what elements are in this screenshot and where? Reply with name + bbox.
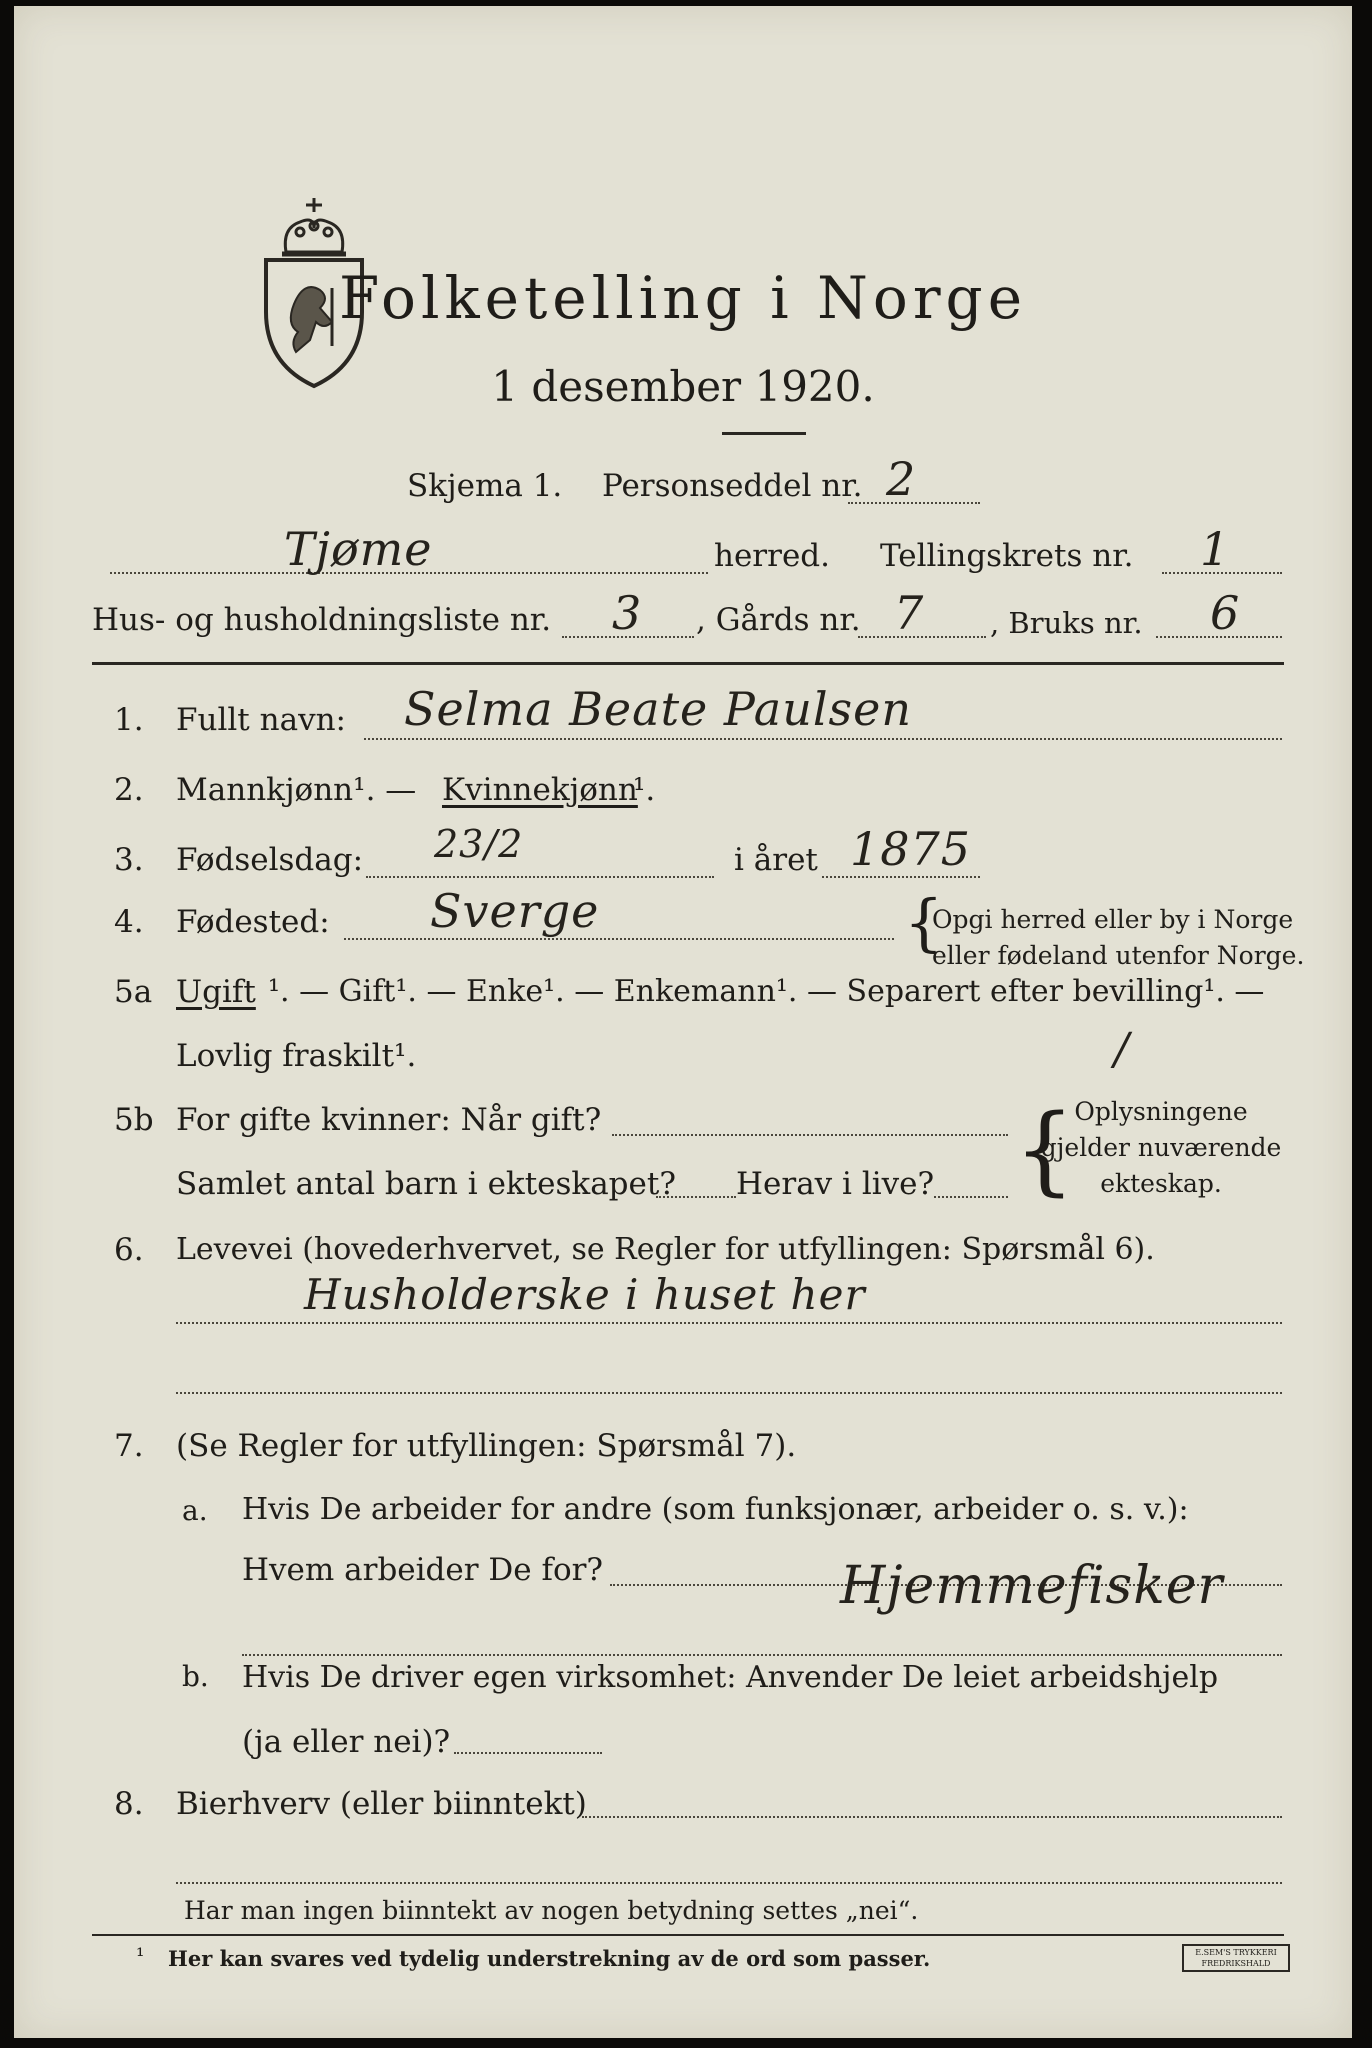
personseddel-value[interactable]: 2 [886,452,917,506]
printer-stamp: E.SEM'S TRYKKERI FREDRIKSHALD [1182,1944,1290,1972]
employer-value[interactable]: Hjemmefisker [840,1556,1224,1616]
q7-number: 7. [114,1428,144,1464]
q4-brace: { [904,886,944,959]
q7a-line2: Hvem arbeider De for? [242,1552,604,1588]
q1-label: Fullt navn: [176,702,346,738]
tellingskrets-label: Tellingskrets nr. [880,538,1134,574]
q5b-alive-label: Herav i live? [736,1166,935,1202]
q7-label: (Se Regler for utfyllingen: Spørsmål 7). [176,1428,797,1464]
q4-note-line1: Opgi herred eller by i Norge [932,905,1294,934]
q5b-note-line1: Oplysningene [1074,1097,1248,1126]
q5a-number: 5a [114,974,153,1010]
full-name-value[interactable]: Selma Beate Paulsen [404,682,912,736]
q4-note-line2: eller fødeland utenfor Norge. [932,941,1305,970]
q2-female-option[interactable]: Kvinnekjønn [442,772,638,808]
q5b-note-line2: gjelder nuværende [1040,1133,1282,1162]
q7b-line2: (ja eller nei)? [242,1724,451,1760]
q5a-line2: Lovlig fraskilt¹. [176,1038,417,1074]
q5b-note-line3: ekteskap. [1100,1169,1222,1198]
q5a-options: ¹. — Gift¹. — Enke¹. — Enkemann¹. — Separert efter bevilling¹. — [268,974,1265,1009]
q5b-children-label: Samlet antal barn i ekteskapet? [176,1166,676,1202]
q4-label: Fødested: [176,904,330,940]
herred-label: herred. [714,538,830,574]
q7b-line1: Hvis De driver egen virksomhet: Anvender De leiet arbeidshjelp [242,1660,1219,1695]
q8-label: Bierhverv (eller biinntekt) [176,1786,587,1822]
footnote-text: Her kan svares ved tydelig understrekning av de ord som passer. [168,1946,931,1971]
bruks-value[interactable]: 6 [1210,586,1241,640]
q7a-line1: Hvis De arbeider for andre (som funksjonær, arbeider o. s. v.): [242,1492,1189,1527]
tellingskrets-value[interactable]: 1 [1200,522,1231,576]
occupation-value[interactable]: Husholderske i huset her [304,1270,866,1319]
gards-value[interactable]: 7 [894,586,925,640]
q5b-brace: { [1014,1094,1076,1206]
q2-end: ¹. [633,772,656,808]
q2-male-option[interactable]: Mannkjønn¹. — [176,772,417,808]
gards-label: , Gårds nr. [696,602,861,638]
birthplace-value[interactable]: Sverge [430,884,600,938]
title-divider [722,432,806,435]
section-divider [92,662,1284,665]
q7a-number: a. [182,1494,208,1527]
q5a-mark: / [1114,1024,1130,1075]
herred-value[interactable]: Tjøme [284,522,433,576]
q6-label: Levevei (hovederhvervet, se Regler for utfyllingen: Spørsmål 6). [176,1232,1155,1267]
hus-label: Hus- og husholdningsliste nr. [92,602,552,638]
skjema-label: Skjema 1. [407,468,563,504]
bruks-label: , Bruks nr. [990,606,1143,640]
q4-number: 4. [114,904,144,940]
census-form [14,6,1352,2038]
q5b-number: 5b [114,1102,154,1138]
form-title: Folketelling i Norge [338,264,1028,332]
q8-number: 8. [114,1786,144,1822]
q2-number: 2. [114,772,144,808]
birthday-value[interactable]: 23/2 [434,822,524,866]
footnote-mark: ¹ [136,1944,145,1968]
q8-note: Har man ingen biinntekt av nogen betydning settes „nei“. [184,1896,919,1925]
birth-year-value[interactable]: 1875 [850,822,972,876]
q3-number: 3. [114,842,144,878]
q5b-line1: For gifte kvinner: Når gift? [176,1102,602,1138]
q5a-ugift-option[interactable]: Ugift [176,974,256,1010]
q6-number: 6. [114,1232,144,1268]
hus-value[interactable]: 3 [612,586,643,640]
q3-year-label: i året [734,842,818,878]
q3-label: Fødselsdag: [176,842,364,878]
q1-number: 1. [114,702,144,738]
personseddel-label: Personseddel nr. [602,468,863,504]
form-date: 1 desember 1920. [491,362,875,411]
footnote-divider [92,1934,1284,1936]
q7b-number: b. [182,1660,209,1693]
